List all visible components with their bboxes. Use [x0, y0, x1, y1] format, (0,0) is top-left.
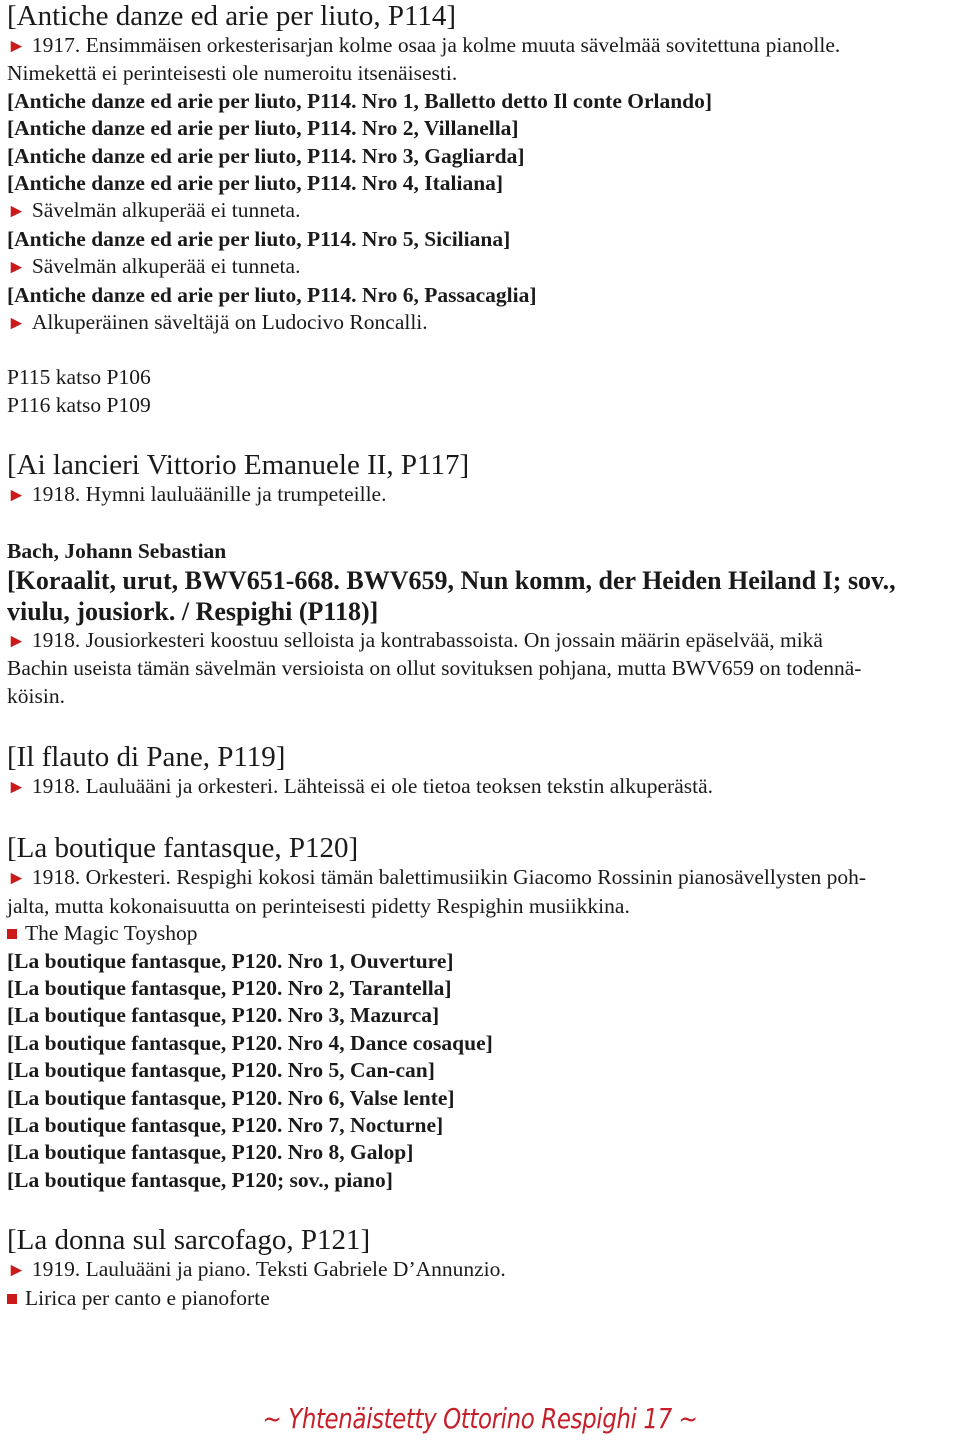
- composer-name: Bach, Johann Sebastian: [7, 538, 227, 563]
- entry-title-p120: [La boutique fantasque, P120]: [7, 832, 359, 865]
- note-p120: [7, 864, 955, 892]
- document-page: [7, 0, 955, 1312]
- arrow-icon: ►: [7, 36, 26, 57]
- subtitle-p114-5: [Antiche danze ed arie per liuto, P114. Nro 5, Siciliana]: [7, 226, 511, 251]
- note-text: 1918. Jousiorkesteri koostuu selloista ja kontrabassoista. On jossain määrin epäselvää, mikä: [31, 627, 823, 652]
- subtitle-p120-7: [La boutique fantasque, P120. Nro 7, Nocturne]: [7, 1112, 444, 1137]
- arrow-icon: ►: [7, 868, 26, 890]
- subtitle-p114-2: [Antiche danze ed arie per liuto, P114. Nro 2, Villanella]: [7, 116, 519, 141]
- arrow-icon: ►: [7, 485, 26, 507]
- subtitle-p120-6: [La boutique fantasque, P120. Nro 6, Valse lente]: [7, 1085, 455, 1110]
- note-p119: [7, 773, 955, 801]
- entry-title-p118: [Koraalit, urut, BWV651-668. BWV659, Nun komm, der Heiden Heiland I; sov.,: [7, 565, 896, 595]
- entry-title-p118-cont: viulu, jousiork. / Respighi (P118)]: [7, 596, 379, 626]
- alt-title-p121: [7, 1285, 955, 1312]
- alt-title-text: Lirica per canto e pianoforte: [25, 1285, 270, 1310]
- subtitle-p120-3: [La boutique fantasque, P120. Nro 3, Mazurca]: [7, 1003, 440, 1028]
- note-text: Sävelmän alkuperää ei tunneta.: [31, 254, 301, 279]
- note-p120-cont: jalta, mutta kokonaisuutta on perinteisesti pidetty Respighin musiikkina.: [7, 893, 630, 918]
- square-bullet-icon: [7, 929, 17, 939]
- arrow-icon: ►: [7, 313, 26, 335]
- cross-reference-p115: P115 katso P106: [7, 365, 151, 390]
- arrow-icon: ►: [7, 630, 26, 652]
- note-p121: [7, 1256, 955, 1284]
- subtitle-p114-6: [Antiche danze ed arie per liuto, P114. Nro 6, Passacaglia]: [7, 282, 537, 307]
- subtitle-p120-arrangement: [La boutique fantasque, P120; sov., piano]: [7, 1167, 393, 1192]
- entry-title-p114: [Antiche danze ed arie per liuto, P114]: [7, 0, 457, 32]
- spacer: [7, 710, 955, 741]
- spacer: [7, 419, 955, 449]
- entry-title-p121: [La donna sul sarcofago, P121]: [7, 1224, 371, 1257]
- spacer: [7, 1194, 955, 1224]
- subtitle-p120-1: [La boutique fantasque, P120. Nro 1, Ouverture]: [7, 948, 454, 973]
- arrow-icon: ►: [7, 257, 26, 279]
- square-bullet-icon: [7, 1294, 17, 1304]
- note-p114-cont: Nimekettä ei perinteisesti ole numeroitu itsenäisesti.: [7, 61, 458, 86]
- note-p114: [7, 32, 955, 60]
- note-p118: [7, 627, 955, 655]
- spacer: [7, 510, 955, 537]
- arrow-icon: ►: [7, 776, 26, 798]
- note-text: Alkuperäinen säveltäjä on Ludocivo Roncalli.: [31, 310, 428, 335]
- subtitle-p114-3: [Antiche danze ed arie per liuto, P114. Nro 3, Gagliarda]: [7, 143, 525, 168]
- subtitle-p120-2: [La boutique fantasque, P120. Nro 2, Tarantella]: [7, 975, 452, 1000]
- note-text: 1918. Lauluääni ja orkesteri. Lähteissä ei ole tietoa teoksen tekstin alkuperästä.: [31, 773, 714, 798]
- subtitle-p114-4: [Antiche danze ed arie per liuto, P114. Nro 4, Italiana]: [7, 171, 504, 196]
- alt-title-p120: [7, 920, 955, 947]
- cross-reference-p116: P116 katso P109: [7, 392, 151, 417]
- spacer: [7, 337, 955, 364]
- entry-title-p119: [Il flauto di Pane, P119]: [7, 740, 286, 773]
- entry-title-p117: [Ai lancieri Vittorio Emanuele II, P117]: [7, 449, 470, 482]
- subtitle-p120-8: [La boutique fantasque, P120. Nro 8, Galop]: [7, 1140, 414, 1165]
- spacer: [7, 801, 955, 832]
- subtitle-p114-1: [Antiche danze ed arie per liuto, P114. Nro 1, Balletto detto Il conte Orlando]: [7, 88, 713, 113]
- arrow-icon: ►: [7, 1260, 26, 1282]
- note-text: 1918. Orkesteri. Respighi kokosi tämän balettimusiikin Giacomo Rossinin pianosävellysten poh-: [31, 865, 867, 890]
- note-p117: [7, 481, 955, 509]
- note-p114-4: [7, 197, 955, 225]
- note-text: Sävelmän alkuperää ei tunneta.: [31, 198, 301, 223]
- note-text: 1919. Lauluääni ja piano. Teksti Gabriele D’Annunzio.: [31, 1257, 506, 1282]
- note-text: 1918. Hymni lauluäänille ja trumpeteille.: [31, 482, 387, 507]
- alt-title-text: The Magic Toyshop: [25, 921, 198, 946]
- note-text: 1917. Ensimmäisen orkesterisarjan kolme osaa ja kolme muuta sävelmää sovitettuna pianolle.: [31, 33, 841, 57]
- note-p118-cont1: Bachin useista tämän sävelmän versioista on ollut sovituksen pohjana, mutta BWV659 on todennä-: [7, 656, 862, 681]
- arrow-icon: ►: [7, 201, 26, 223]
- subtitle-p120-4: [La boutique fantasque, P120. Nro 4, Dance cosaque]: [7, 1030, 493, 1055]
- subtitle-p120-5: [La boutique fantasque, P120. Nro 5, Can-can]: [7, 1058, 435, 1083]
- note-p114-6: [7, 309, 955, 337]
- note-p114-5: [7, 253, 955, 281]
- page-footer: ~ Yhtenäistetty Ottorino Respighi 17 ~: [262, 1402, 698, 1435]
- note-p118-cont2: köisin.: [7, 683, 65, 708]
